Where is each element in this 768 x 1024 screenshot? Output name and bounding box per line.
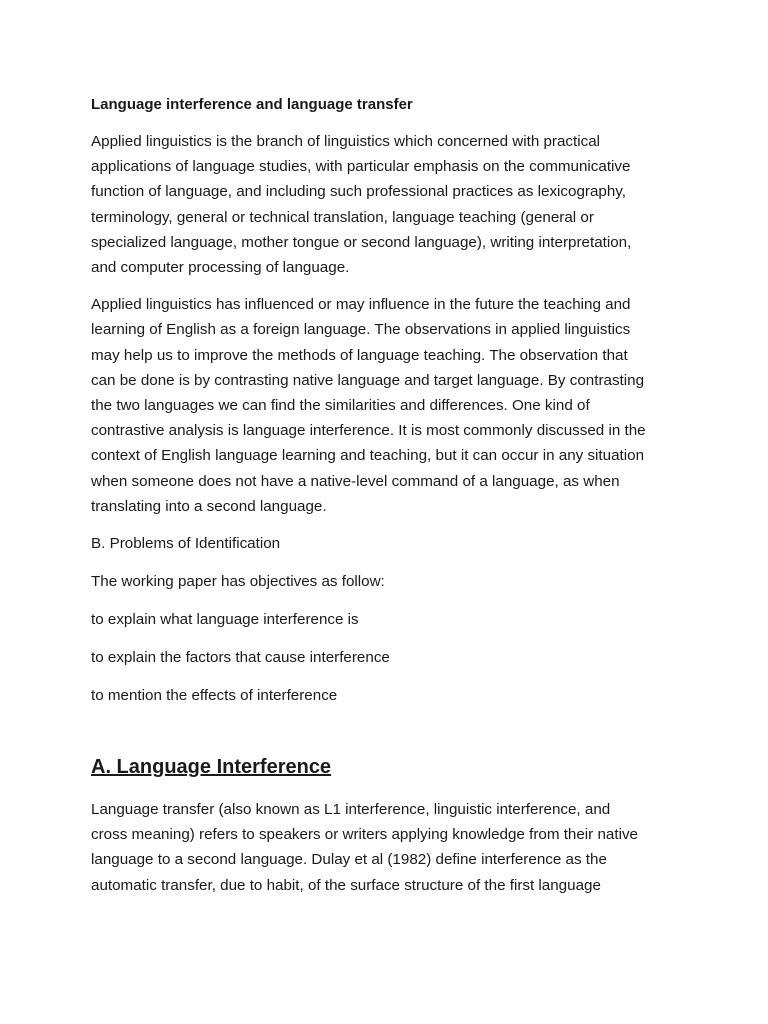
paragraph-line: translating into a second language. bbox=[91, 497, 327, 515]
objective-item: to mention the effects of interference bbox=[91, 687, 338, 705]
paragraph-line: the two languages we can find the similarities and differences. One kind of bbox=[91, 397, 590, 415]
paragraph-line: Language transfer (also known as L1 interference, linguistic interference, and bbox=[91, 801, 611, 819]
paragraph-line: applications of language studies, with particular emphasis on the communicative bbox=[91, 158, 631, 176]
paragraph-line: Applied linguistics has influenced or may influence in the future the teaching and bbox=[91, 296, 631, 314]
objectives-intro: The working paper has objectives as follow: bbox=[91, 573, 385, 591]
paragraph-line: and computer processing of language. bbox=[91, 259, 350, 277]
paragraph-line: terminology, general or technical translation, language teaching (general or bbox=[91, 208, 594, 226]
paragraph-line: language to a second language. Dulay et al (1982) define interference as the bbox=[91, 851, 607, 869]
paragraph-applied-linguistics bbox=[91, 129, 691, 280]
subheading-problems-of-identification: B. Problems of Identification bbox=[91, 535, 281, 553]
section-heading-language-interference: A. Language Interference bbox=[91, 756, 332, 779]
paragraph-line: may help us to improve the methods of language teaching. The observation that bbox=[91, 346, 628, 364]
paragraph-line: when someone does not have a native-level command of a language, as when bbox=[91, 472, 620, 490]
objective-item: to explain what language interference is bbox=[91, 611, 359, 629]
document-body bbox=[91, 95, 691, 910]
paragraph-line: context of English language learning and teaching, but it can occur in any situation bbox=[91, 447, 645, 465]
paragraph-influence bbox=[91, 292, 691, 519]
document-title: Language interference and language transfer bbox=[91, 96, 413, 113]
paragraph-line: function of language, and including such professional practices as lexicography, bbox=[91, 183, 626, 201]
paragraph-language-transfer bbox=[91, 797, 691, 898]
paragraph-line: specialized language, mother tongue or second language), writing interpretation, bbox=[91, 233, 632, 251]
paragraph-line: learning of English as a foreign language. The observations in applied linguistics bbox=[91, 321, 631, 339]
paragraph-line: automatic transfer, due to habit, of the surface structure of the first language bbox=[91, 876, 601, 894]
paragraph-line: contrastive analysis is language interference. It is most commonly discussed in the bbox=[91, 422, 646, 440]
objective-item: to explain the factors that cause interference bbox=[91, 649, 390, 667]
paragraph-line: Applied linguistics is the branch of linguistics which concerned with practical bbox=[91, 133, 601, 150]
paragraph-line: can be done is by contrasting native language and target language. By contrasting bbox=[91, 371, 645, 389]
paragraph-line: cross meaning) refers to speakers or writers applying knowledge from their native bbox=[91, 826, 638, 844]
